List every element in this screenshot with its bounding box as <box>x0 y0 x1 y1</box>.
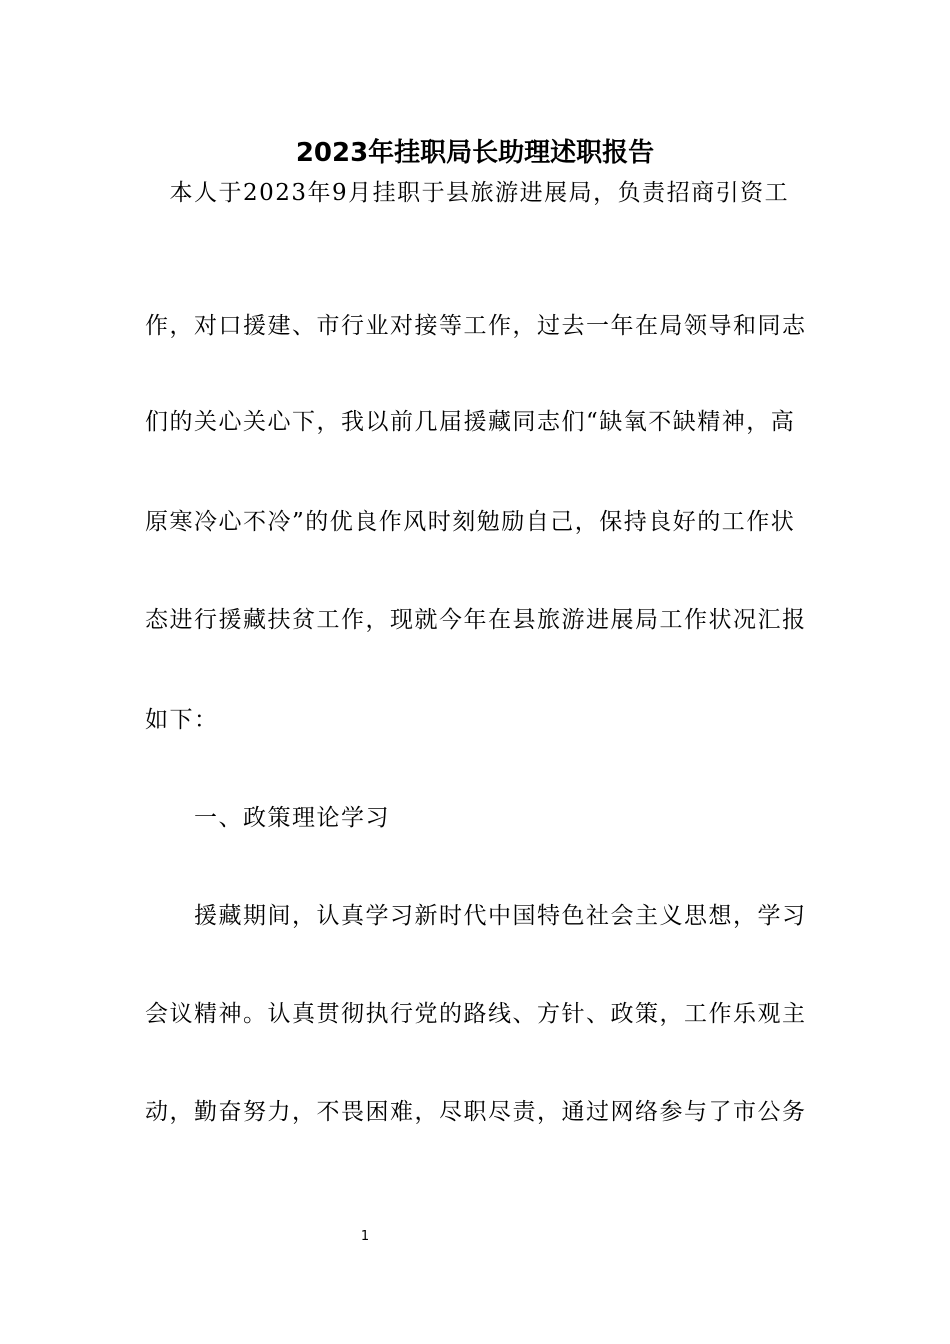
paragraph-line: 原寒冷心不冷”的优良作风时刻勉励自己，保持良好的工作状 <box>145 509 796 535</box>
paragraph-line: 会议精神。认真贯彻执行党的路线、方针、政策，工作乐观主 <box>145 1001 807 1027</box>
paragraph-line: 如下： <box>145 707 219 733</box>
paragraph-line: 态进行援藏扶贫工作，现就今年在县旅游进展局工作状况汇报 <box>145 607 807 633</box>
paragraph-line: 援藏期间，认真学习新时代中国特色社会主义思想，学习 <box>145 903 807 929</box>
paragraph-line: 们的关心关心下，我以前几届援藏同志们“缺氧不缺精神，高 <box>145 409 796 435</box>
page-number: 1 <box>360 1229 370 1244</box>
section-heading: 一、政策理论学习 <box>145 805 390 831</box>
paragraph-line: 本人于2023年9月挂职于县旅游进展局，负责招商引资工 <box>145 180 790 206</box>
paragraph-line: 动，勤奋努力，不畏困难，尽职尽责，通过网络参与了市公务 <box>145 1099 807 1125</box>
document-title: 2023年挂职局长助理述职报告 <box>295 138 655 168</box>
paragraph-line: 作，对口援建、市行业对接等工作，过去一年在局领导和同志 <box>145 313 807 339</box>
